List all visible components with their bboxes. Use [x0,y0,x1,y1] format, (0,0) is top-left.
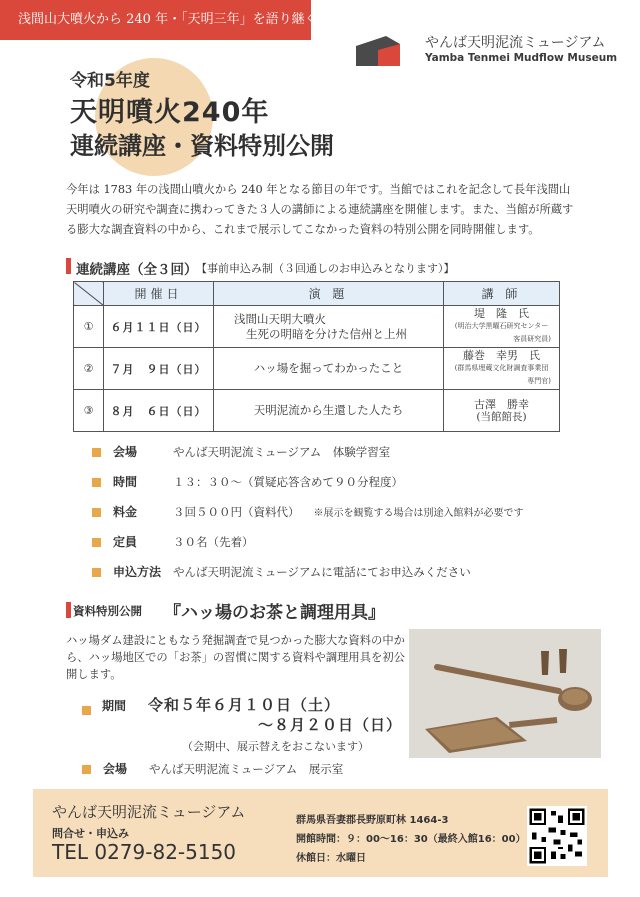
header-date: 開催日 [104,282,214,306]
lecture-number: ② [74,348,104,390]
info-value: ３回５００円（資料代） [173,505,300,519]
footer-phone[interactable]: TEL 0279-82-5150 [52,840,237,864]
period-end: ～８月２０日（日） [258,716,403,734]
lecturer-name: 古澤 勝幸 [474,397,529,411]
info-label: 会場 [103,762,128,776]
footer-hours: 開館時間：９：00～16：30（最終入館16：00） [296,834,526,845]
header-topic: 演 題 [214,282,444,306]
info-label: 定員 [113,535,138,549]
header-lecturer: 講 師 [444,282,560,306]
lecturer-cell [444,306,560,348]
lecturer-affiliation-line1: (当館館長) [476,410,527,423]
bullet-square-icon [92,508,101,517]
page-subtitle: 連続講座・資料特別公開 [70,132,334,160]
period-note: （会期中、展示替えをおこないます） [182,740,369,753]
info-capacity [92,533,254,550]
title-year: 令和5年度 [70,71,150,91]
table-row [74,306,560,348]
footer-contact-label: 問合せ・申込み [52,827,129,840]
museum-name-en: Yamba Tenmei Mudflow Museum [425,52,618,64]
lecturer-affiliation-line1: (明治大学黒曜石研究センター [454,322,549,330]
lecture-topic [214,348,444,390]
lecture-table-header [74,282,560,306]
exhibit-section-title: 『ハッ場のお茶と調理用具』 [164,603,385,623]
lecture-topic-line1: 浅間山天明大噴火 [234,311,326,326]
info-label: 時間 [113,475,138,489]
lecture-table [73,281,560,432]
intro-text: 今年は 1783 年の浅間山噴火から 240 年となる節目の年です。当館ではこれを記念して長年浅間山天明噴火の研究や調査に携わってきた３人の講師による連続講座を開催します。また、当館が所蔵する膨大な調査資料の中から、これまで展示してこなかった資料の特別公開を同時開催します。 [66,183,574,236]
bullet-square-icon [92,568,101,577]
info-value: １３：３０～（質疑応答含めて９０分程度） [173,475,403,489]
lecturer-name: 藤巻 幸男 氏 [463,349,540,362]
table-row [74,390,560,432]
footer-address: 群馬県吾妻郡長野原町林 1464-3 [296,815,449,826]
header-banner: 浅間山大噴火から 240 年・「天明三年」を語り継ぐ [0,0,311,40]
lecture-topic [214,306,444,348]
footer-closed-day: 休館日：水曜日 [296,853,366,864]
info-fee [92,503,524,520]
qr-code-icon[interactable] [527,806,587,866]
info-value: やんば天明泥流ミュージアム 体験学習室 [173,445,391,459]
bullet-square-icon [92,478,101,487]
period-bullet [82,700,91,719]
lecture-section-title: 連続講座（全３回） [76,262,198,278]
info-application [92,563,471,580]
lecture-date: ７月 ９日（日） [104,348,214,390]
lecture-date: ８月 ６日（日） [104,390,214,432]
lecture-section-note: 【事前申込み制（３回通しのお申込みとなります）】 [196,262,455,275]
lecturer-affiliation-line2: 専門官) [527,377,551,385]
footer-museum-name: やんば天明泥流ミュージアム [52,803,246,821]
bullet-square-icon [92,448,101,457]
lecturer-cell [444,348,560,390]
lecture-topic-line1: ハッ場を掘ってわかったこと [253,361,404,375]
lecturer-affiliation-line2: 客員研究員) [513,335,551,343]
exhibit-description: ハッ場ダム建設にともなう発掘調査で見つかった膨大な資料の中から、ハッ場地区での「お茶」の習慣に関する資料や調理用具を初公開します。 [66,634,405,681]
table-row [74,348,560,390]
period-label: 期間 [102,699,127,713]
page-title: 天明噴火240年 [70,97,270,128]
info-label: 申込方法 [113,565,162,579]
info-venue [92,443,390,460]
bullet-square-icon [92,538,101,547]
info-value: ３０名（先着） [173,535,254,549]
bullet-square-icon [82,706,91,715]
exhibit-tools-photo [409,629,601,758]
info-value: やんば天明泥流ミュージアム 展示室 [149,762,344,776]
info-time [92,473,403,490]
lecturer-affiliation-line1: (群馬県埋蔵文化財調査事業団 [454,364,549,372]
info-label: 料金 [113,505,138,519]
exhibit-venue [82,760,343,777]
info-label: 会場 [113,445,138,459]
lecture-topic [214,390,444,432]
lecture-date: ６月１１日（日） [104,306,214,348]
lecturer-name: 堤 隆 氏 [474,307,529,320]
exhibit-section-prefix: 資料特別公開 [73,604,142,618]
lecture-section-marker [66,258,71,274]
museum-logo-icon [356,36,400,66]
lecture-number: ③ [74,390,104,432]
museum-name-ja: やんば天明泥流ミュージアム [425,35,606,51]
exhibit-section-marker [66,602,71,618]
lecture-number: ① [74,306,104,348]
bullet-square-icon [82,765,91,774]
info-value: やんば天明泥流ミュージアムに電話にてお申込みください [173,565,471,579]
lecture-topic-line1: 天明泥流から生還した人たち [253,403,404,417]
header-diagonal-cell [74,282,104,306]
lecture-topic-line2: 生死の明暗を分けた信州と上州 [246,326,407,341]
period-start: 令和５年６月１０日（土） [148,696,341,714]
info-note: ※展示を観覧する場合は別途入館料が必要です [313,508,524,519]
lecturer-cell [444,390,560,432]
